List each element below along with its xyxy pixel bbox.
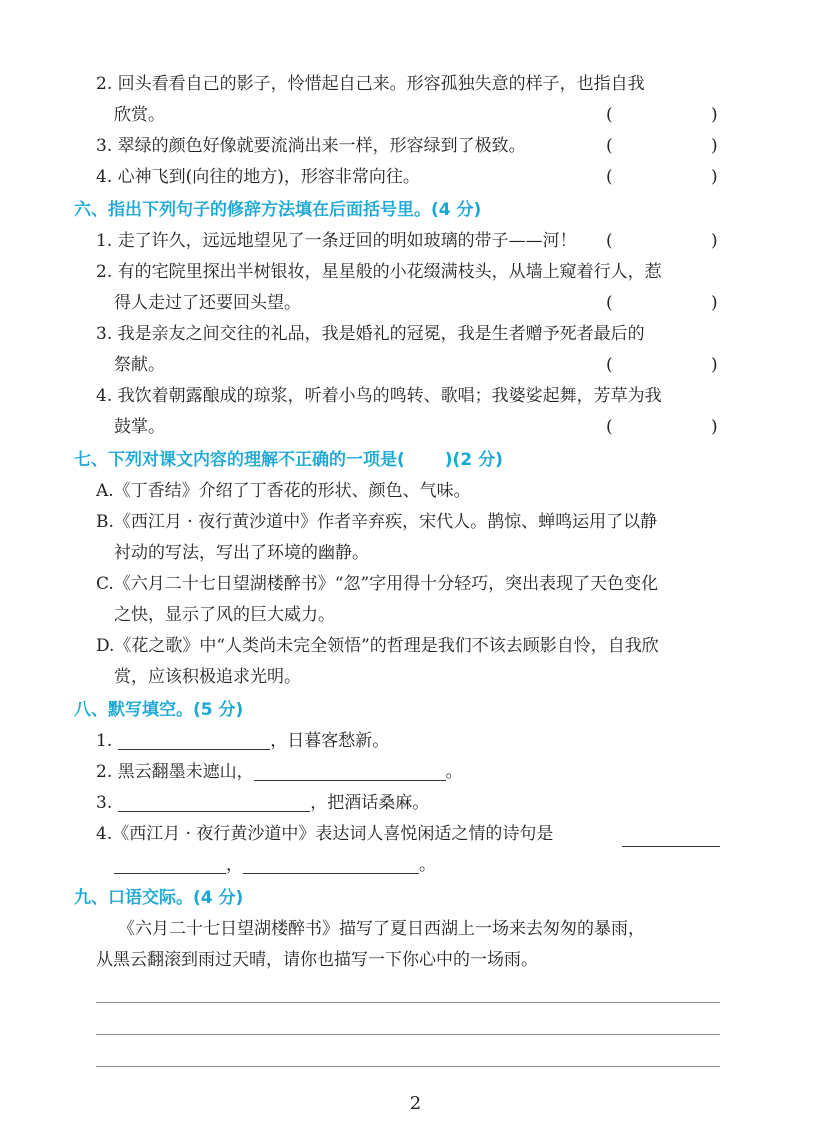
sec6-q2-line2: 得人走过了还要回头望。 <box>114 293 301 313</box>
sec8-heading: 八、默写填空。(5 分) <box>74 700 244 720</box>
sec8-q3-text: ，把酒话桑麻。 <box>310 793 430 813</box>
answer-paren-close: ) <box>711 355 718 375</box>
writing-line-2[interactable] <box>96 1034 720 1035</box>
sec8-q4-end: 。 <box>419 855 436 875</box>
sec8-q2-blank[interactable] <box>254 762 446 781</box>
sec9-prompt-line1: 《六月二十七日望湖楼醉书》描写了夏日西湖上一场来去匆匆的暴雨， <box>118 919 645 939</box>
sec8-q4-text: 4.《西江月 · 夜行黄沙道中》表达词人喜悦闲适之情的诗句是 <box>96 824 554 844</box>
sec6-heading: 六、指出下列句子的修辞方法填在后面括号里。(4 分) <box>74 200 482 220</box>
sec6-q4-line2: 鼓掌。 <box>114 417 165 437</box>
sec6-q1: 1. 走了许久，远远地望见了一条迂回的明如玻璃的带子——河！ <box>96 231 577 251</box>
page-number: 2 <box>409 1093 422 1114</box>
answer-paren-close: ) <box>711 231 718 251</box>
sec8-q2-end: 。 <box>445 762 463 782</box>
sec8-q1 <box>96 729 389 753</box>
sec8-q4-blank-3[interactable] <box>243 855 419 874</box>
answer-paren-open: ( <box>606 167 613 187</box>
writing-line-1[interactable] <box>96 1002 720 1003</box>
sec7-option-c-line1: C.《六月二十七日望湖楼醉书》“忽”字用得十分轻巧，突出表现了天色变化 <box>96 574 659 594</box>
sec8-q4-mid: ， <box>226 855 243 875</box>
sec8-q3 <box>96 791 429 815</box>
answer-paren-close: ) <box>711 105 718 125</box>
sec6-q3-line1: 3. 我是亲友之间交往的礼品，我是婚礼的冠冕，我是生者赠予死者最后的 <box>96 324 645 344</box>
sec9-prompt-line2: 从黑云翻滚到雨过天晴，请你也描写一下你心中的一场雨。 <box>96 950 538 970</box>
sec7-option-b-line1: B.《西江月 · 夜行黄沙道中》作者辛弃疾，宋代人。鹊惊、蝉鸣运用了以静 <box>96 512 658 532</box>
answer-paren-open: ( <box>606 417 613 437</box>
sec5-q2-line1: 2. 回头看看自己的影子，怜惜起自己来。形容孤独失意的样子，也指自我 <box>96 74 645 94</box>
sec8-q3-blank[interactable] <box>118 793 310 812</box>
answer-paren-close: ) <box>711 293 718 313</box>
sec7-option-d-line1: D.《花之歌》中“人类尚未完全领悟”的哲理是我们不该去顾影自怜，自我欣 <box>96 636 659 656</box>
sec5-q4: 4. 心神飞到(向往的地方)，形容非常向往。 <box>96 167 420 187</box>
sec7-option-a: A.《丁香结》介绍了丁香花的形状、颜色、气味。 <box>96 481 471 501</box>
sec7-heading-text: 七、下列对课文内容的理解不正确的一项是( <box>74 450 405 470</box>
sec8-q2-text: 2. 黑云翻墨未遮山， <box>96 762 254 782</box>
sec7-option-b-line2: 衬动的写法，写出了环境的幽静。 <box>114 543 369 563</box>
sec7-heading-score: )(2 分) <box>444 450 503 470</box>
answer-paren-open: ( <box>606 105 613 125</box>
answer-paren-open: ( <box>606 231 613 251</box>
sec8-q2 <box>96 760 463 784</box>
answer-paren-open: ( <box>606 136 613 156</box>
sec8-q4-line2 <box>114 853 436 877</box>
sec8-q1-number: 1. <box>96 731 113 751</box>
writing-line-3[interactable] <box>96 1066 720 1067</box>
sec8-q4-blank-1[interactable] <box>622 828 720 847</box>
sec7-heading <box>74 448 503 472</box>
sec7-option-c-line2: 之快，显示了风的巨大威力。 <box>114 605 335 625</box>
sec7-option-d-line2: 赏，应该积极追求光明。 <box>114 667 301 687</box>
sec8-q1-blank[interactable] <box>118 731 270 750</box>
sec6-q3-line2: 祭献。 <box>114 355 165 375</box>
answer-paren-close: ) <box>711 167 718 187</box>
answer-paren-close: ) <box>711 417 718 437</box>
answer-paren-open: ( <box>606 293 613 313</box>
sec6-q2-line1: 2. 有的宅院里探出半树银妆，星星般的小花缀满枝头，从墙上窥着行人，惹 <box>96 262 662 282</box>
sec8-q3-number: 3. <box>96 793 113 813</box>
sec5-q3: 3. 翠绿的颜色好像就要流淌出来一样，形容绿到了极致。 <box>96 136 526 156</box>
sec8-q4-line1 <box>96 822 553 846</box>
sec5-q2-line2: 欣赏。 <box>114 105 165 125</box>
sec6-q4-line1: 4. 我饮着朝露酿成的琼浆，听着小鸟的鸣转、歌唱；我婆娑起舞，芳草为我 <box>96 386 662 406</box>
sec8-q1-text: ，日暮客愁新。 <box>270 731 390 751</box>
answer-paren-close: ) <box>711 136 718 156</box>
answer-paren-open: ( <box>606 355 613 375</box>
sec9-heading: 九、口语交际。(4 分) <box>74 888 244 908</box>
sec8-q4-blank-2[interactable] <box>114 855 226 874</box>
